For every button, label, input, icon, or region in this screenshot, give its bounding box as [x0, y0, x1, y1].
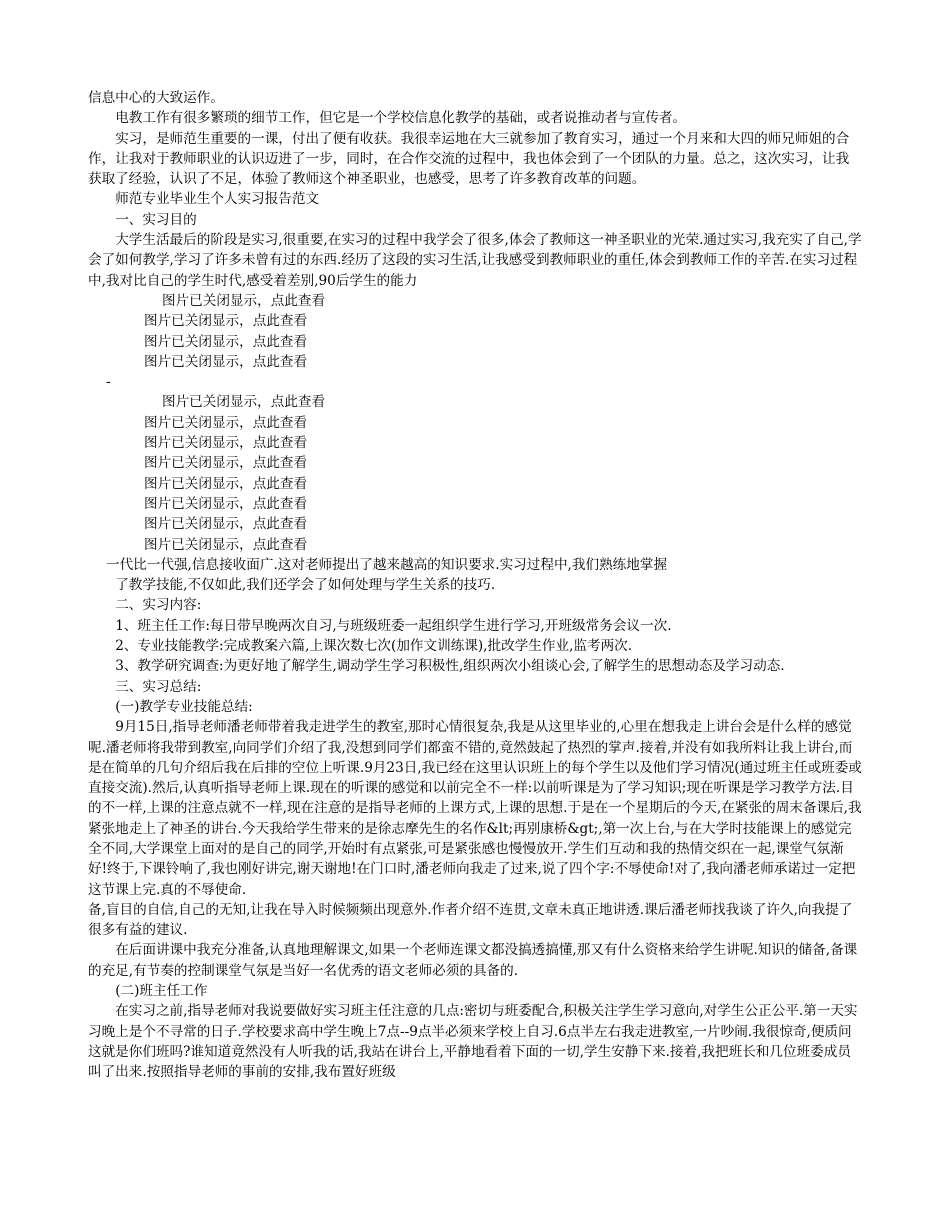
list-item: 3、教学研究调查:为更好地了解学生,调动学生学习积极性,组织两次小组谈心会,了解学生的思想动态及学习动态.: [115, 658, 785, 675]
image-placeholder-link[interactable]: 图片已关闭显示，点此查看: [144, 536, 308, 553]
dash-mark: -: [106, 374, 111, 391]
list-item: 1、班主任工作:每日带早晚两次自习,与班级班委一起组织学生进行学习,开班级常务会议一次.: [115, 617, 672, 634]
image-placeholder-link[interactable]: 图片已关闭显示，点此查看: [144, 313, 308, 330]
paragraph: 一代比一代强,信息接收面广.这对老师提出了越来越高的知识要求.实习过程中,我们熟练地掌握: [106, 556, 668, 573]
article-title: 师范专业毕业生个人实习报告范文: [115, 191, 320, 208]
image-placeholder-link[interactable]: 图片已关闭显示，点此查看: [144, 455, 308, 472]
image-placeholder-link[interactable]: 图片已关闭显示，点此查看: [162, 394, 326, 411]
section-heading: 三、实习总结:: [115, 678, 202, 695]
subsection-heading: (二)班主任工作: [115, 983, 208, 1000]
paragraph: 9月15日,指导老师潘老师带着我走进学生的教室,那时心情很复杂,我是从这里毕业的,心里在想我走上讲台会是什么样的感觉呢.潘老师将我带到教室,向同学们介绍了我,没想到同学们都蛮不错的,竟然鼓起了热烈的掌声.接着,并没有如我所料让我上讲台,而是在简单的几句介绍后我在后排的空位上听课.9月23日,我已经在这里认识班上的每个学生以及他们学习情况(通过班主任或班委或直接交流).然后,认真听指导老师上课.现在的听课的感觉和以前完全不一样:以前听课是为了学习知识;现在听课是学习教学方法.目的不一样,上课的注意点就不一样,现在注意的是指导老师的上课方式,上课的思想.于是在一个星期后的今天,在紧张的周末备课后,我紧张地走上了神圣的讲台.今天我给学生带来的是徐志摩先生的名作&lt;再别康桥&gt;,第一次上台,与在大学时技能课上的感觉完全不同,大学课堂上面对的是自己的同学,开始时有点紧张,可是紧张感也慢慢放开.学生们互动和我的热情交织在一起,课堂气氛渐好!终于,下课铃响了,我也刚好讲完,谢天谢地!在门口时,潘老师向我走了过来,说了四个字:不辱使命!对了,我向潘老师承诺过一定把这节课上完.真的不辱使命.: [88, 719, 862, 898]
image-placeholder-link[interactable]: 图片已关闭显示，点此查看: [162, 292, 326, 309]
paragraph: 电教工作有很多繁琐的细节工作，但它是一个学校信息化教学的基础，或者说推动者与宣传者。: [115, 110, 687, 127]
paragraph: 信息中心的大致运作。: [88, 90, 224, 106]
paragraph: 在后面讲课中我充分准备,认真地理解课文,如果一个老师连课文都没搞透搞懂,那又有什么资格来给学生讲呢.知识的储备,备课的充足,有节奏的控制课堂气氛是当好一名优秀的语文老师必须的具备的.: [88, 942, 858, 979]
paragraph: 在实习之前,指导老师对我说要做好实习班主任注意的几点:密切与班委配合,积极关注学生学习意向,对学生公正公平.第一天实习晚上是个不寻常的日子.学校要求高中学生晚上7点--9点半必须来学校上自习.6点半左右我走进教室,一片吵闹.我很惊奇,便质问这就是你们班吗?谁知道竟然没有人听我的话,我站在讲台上,平静地看着下面的一切,学生安静下来.接着,我把班长和几位班委成员叫了出来.按照指导老师的事前的安排,我布置好班级: [88, 1003, 858, 1081]
image-placeholder-link[interactable]: 图片已关闭显示，点此查看: [144, 495, 308, 512]
subsection-heading: (一)教学专业技能总结:: [115, 698, 253, 715]
image-placeholder-link[interactable]: 图片已关闭显示，点此查看: [144, 414, 308, 431]
image-placeholder-link[interactable]: 图片已关闭显示，点此查看: [144, 333, 308, 350]
section-heading: 二、实习内容:: [115, 597, 202, 614]
image-placeholder-link[interactable]: 图片已关闭显示，点此查看: [144, 353, 308, 370]
section-heading: 一、实习目的: [115, 211, 197, 228]
image-placeholder-link[interactable]: 图片已关闭显示，点此查看: [144, 475, 308, 492]
paragraph: 大学生活最后的阶段是实习,很重要,在实习的过程中我学会了很多,体会了教师这一神圣职业的光荣.通过实习,我充实了自己,学会了如何教学,学习了许多未曾有过的东西.经历了这段的实习生活,让我感受到教师职业的重任,体会到教师工作的辛苦.在实习过程中,我对比自己的学生时代,感受着差别,90后学生的能力: [88, 232, 862, 289]
paragraph: 备,盲目的自信,自己的无知,让我在导入时候频频出现意外.作者介绍不连贯,文章未真正地讲透.课后潘老师找我谈了许久,向我提了很多有益的建议.: [88, 901, 853, 939]
image-placeholder-link[interactable]: 图片已关闭显示，点此查看: [144, 435, 308, 452]
list-item: 2、专业技能教学:完成教案六篇,上课次数七次(加作文训练课),批改学生作业,监考两次.: [115, 638, 633, 655]
paragraph: 实习，是师范生重要的一课，付出了便有收获。我很幸运地在大三就参加了教育实习，通过一个月来和大四的师兄师姐的合作，让我对于教师职业的认识迈进了一步，同时，在合作交流的过程中，我也体会到了一个团队的力量。总之，这次实习，让我获取了经验，认识了不足，体验了教师这个神圣职业，也感受，思考了许多教育改革的问题。: [88, 130, 850, 188]
paragraph: 了教学技能,不仅如此,我们还学会了如何处理与学生关系的技巧.: [115, 577, 496, 594]
image-placeholder-link[interactable]: 图片已关闭显示，点此查看: [144, 516, 308, 533]
